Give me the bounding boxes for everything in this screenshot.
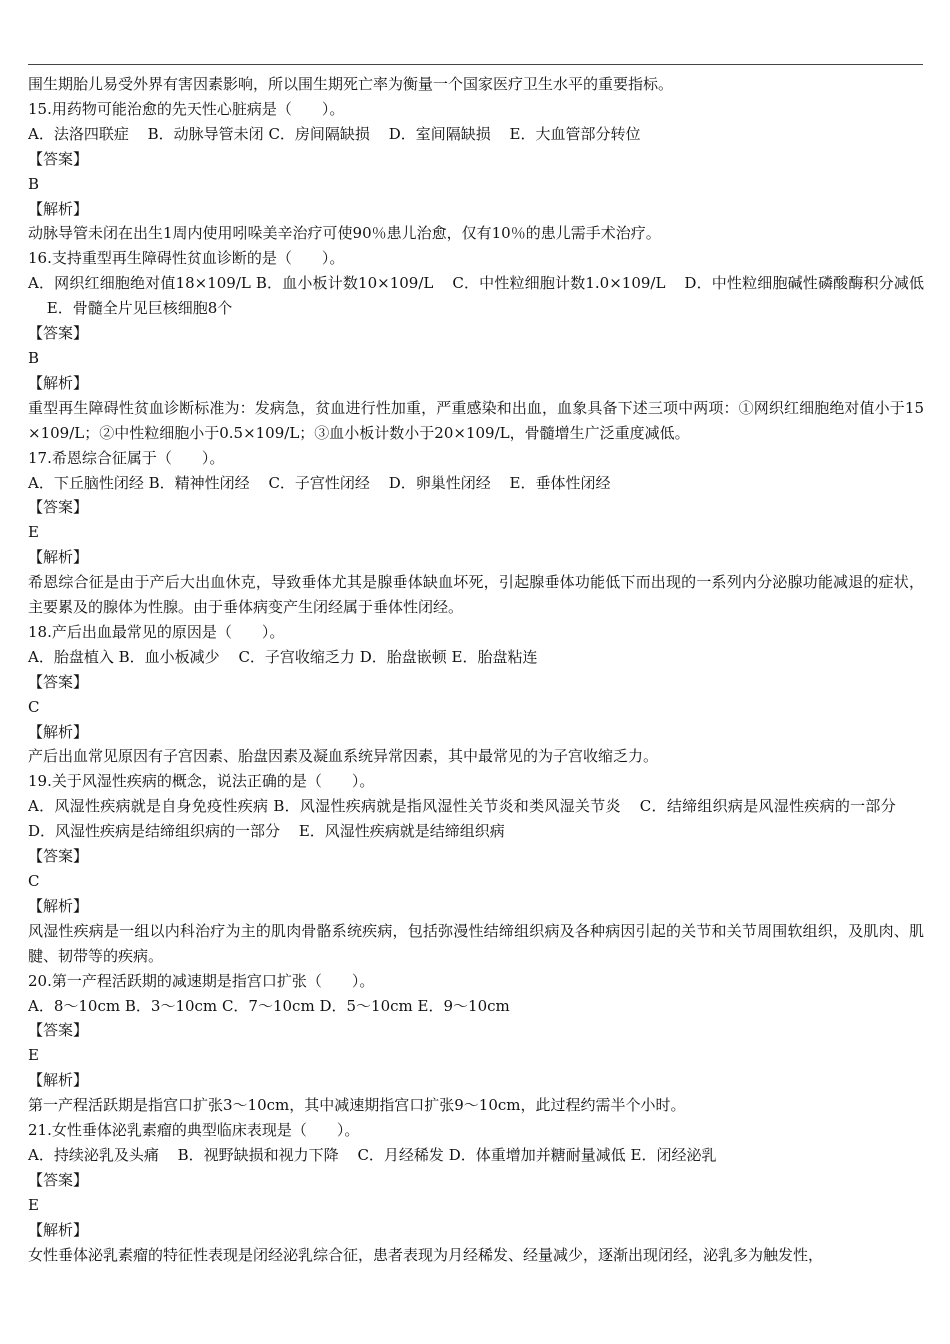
- option-e: E．闭经泌乳: [630, 1145, 717, 1164]
- option-a: A．下丘脑性闭经: [28, 473, 144, 492]
- option-d: D．卵巢性闭经: [388, 473, 491, 492]
- option-c: C．子宫性闭经: [268, 473, 370, 492]
- option-e: E．风湿性疾病就是结缔组织病: [298, 822, 505, 841]
- question-options: [28, 271, 924, 321]
- option-c: C．7～10cm: [221, 996, 315, 1015]
- analysis-text: 重型再生障碍性贫血诊断标准为：发病急，贫血进行性加重，严重感染和出血，血象具备下述三项中两项：①网织红细胞绝对值小于15×109/L；②中性粒细胞小于0.5×109/L；③血小板计数小于20×109/L，骨髓增生广泛重度减低。: [28, 398, 924, 442]
- question-stem: 21.女性垂体泌乳素瘤的典型临床表现是（ ）。: [28, 1121, 360, 1140]
- analysis-text: 风湿性疾病是一组以内科治疗为主的肌肉骨骼系统疾病，包括弥漫性结缔组织病及各种病因引起的关节和关节周围软组织，及肌肉、肌腱、韧带等的疾病。: [28, 921, 924, 965]
- answer-value: B: [28, 174, 40, 193]
- question-stem: 20.第一产程活跃期的减速期是指宫口扩张（ ）。: [28, 971, 375, 990]
- option-a: A．风湿性疾病就是自身免疫性疾病: [28, 797, 269, 816]
- question-stem: 17.希恩综合征属于（ ）。: [28, 448, 225, 467]
- analysis-label: 【解析】: [28, 896, 89, 915]
- option-b: B．血小板计数10×109/L: [255, 274, 434, 293]
- answer-label: 【答案】: [28, 324, 89, 343]
- option-e: E．骨髓全片见巨核细胞8个: [46, 299, 233, 318]
- option-a: A．8～10cm: [28, 996, 121, 1015]
- question-options: [28, 794, 924, 844]
- analysis-text: 产后出血常见原因有子宫因素、胎盘因素及凝血系统异常因素，其中最常见的为子宫收缩乏力。: [28, 747, 659, 766]
- option-d: D．胎盘嵌顿: [359, 647, 447, 666]
- answer-value: E: [28, 1195, 39, 1214]
- question-options: [28, 645, 924, 670]
- answer-label: 【答案】: [28, 847, 89, 866]
- option-a: A．持续泌乳及头痛: [28, 1145, 159, 1164]
- question-options: [28, 122, 924, 147]
- answer-value: E: [28, 523, 39, 542]
- analysis-text: 女性垂体泌乳素瘤的特征性表现是闭经泌乳综合征，患者表现为月经稀发、经量减少，逐渐出现闭经，泌乳多为触发性，: [28, 1245, 824, 1264]
- answer-value: E: [28, 1046, 39, 1065]
- analysis-label: 【解析】: [28, 1220, 89, 1239]
- question-stem: 15.用药物可能治愈的先天性心脏病是（ ）。: [28, 99, 345, 118]
- answer-label: 【答案】: [28, 149, 89, 168]
- header-rule: [28, 64, 923, 65]
- option-a: A．法洛四联症: [28, 124, 129, 143]
- answer-value: C: [28, 697, 40, 716]
- analysis-label: 【解析】: [28, 373, 89, 392]
- document-body: [28, 72, 924, 1268]
- answer-value: B: [28, 348, 40, 367]
- question-stem: 16.支持重型再生障碍性贫血诊断的是（ ）。: [28, 249, 345, 268]
- option-b: B．血小板减少: [118, 647, 220, 666]
- question-options: [28, 994, 924, 1019]
- answer-label: 【答案】: [28, 1170, 89, 1189]
- option-e: E．垂体性闭经: [509, 473, 611, 492]
- analysis-label: 【解析】: [28, 199, 89, 218]
- analysis-text: 第一产程活跃期是指宫口扩张3～10cm，其中减速期指宫口扩张9～10cm，此过程约需半个小时。: [28, 1096, 686, 1115]
- option-c: C．中性粒细胞计数1.0×109/L: [452, 274, 666, 293]
- option-e: E．大血管部分转位: [509, 124, 641, 143]
- analysis-text: 动脉导管未闭在出生1周内使用吲哚美辛治疗可使90％患儿治愈，仅有10％的患儿需手术治疗。: [28, 224, 661, 243]
- option-c: C．月经稀发: [357, 1145, 444, 1164]
- option-b: B．精神性闭经: [148, 473, 250, 492]
- question-stem: 18.产后出血最常见的原因是（ ）。: [28, 622, 285, 641]
- option-c: C．结缔组织病是风湿性疾病的一部分: [639, 797, 896, 816]
- option-b: B．3～10cm: [124, 996, 218, 1015]
- question-options: [28, 1143, 924, 1168]
- option-e: E．胎盘粘连: [451, 647, 538, 666]
- option-b: B．风湿性疾病就是指风湿性关节炎和类风湿关节炎: [273, 797, 621, 816]
- option-d: D．室间隔缺损: [388, 124, 491, 143]
- option-d: D．风湿性疾病是结缔组织病的一部分: [28, 822, 281, 841]
- analysis-text: 希恩综合征是由于产后大出血休克，导致垂体尤其是腺垂体缺血坏死，引起腺垂体功能低下而出现的一系列内分泌腺功能减退的症状，主要累及的腺体为性腺。由于垂体病变产生闭经属于垂体性闭经。: [28, 573, 924, 617]
- analysis-label: 【解析】: [28, 548, 89, 567]
- option-a: A．网织红细胞绝对值18×109/L: [28, 274, 251, 293]
- option-d: D．5～10cm: [319, 996, 413, 1015]
- option-b: B．动脉导管未闭: [147, 124, 264, 143]
- option-d: D．中性粒细胞碱性磷酸酶积分减低: [684, 274, 925, 293]
- analysis-label: 【解析】: [28, 722, 89, 741]
- option-e: E．9～10cm: [417, 996, 510, 1015]
- answer-label: 【答案】: [28, 672, 89, 691]
- answer-label: 【答案】: [28, 498, 89, 517]
- option-d: D．体重增加并糖耐量减低: [448, 1145, 626, 1164]
- intro-text: 围生期胎儿易受外界有害因素影响，所以围生期死亡率为衡量一个国家医疗卫生水平的重要指标。: [28, 75, 674, 93]
- question-options: [28, 471, 924, 496]
- analysis-label: 【解析】: [28, 1071, 89, 1090]
- option-c: C．房间隔缺损: [268, 124, 370, 143]
- option-a: A．胎盘植入: [28, 647, 114, 666]
- answer-label: 【答案】: [28, 1021, 89, 1040]
- option-b: B．视野缺损和视力下降: [177, 1145, 339, 1164]
- answer-value: C: [28, 872, 40, 890]
- question-stem: 19.关于风湿性疾病的概念，说法正确的是（ ）。: [28, 772, 375, 791]
- option-c: C．子宫收缩乏力: [238, 647, 355, 666]
